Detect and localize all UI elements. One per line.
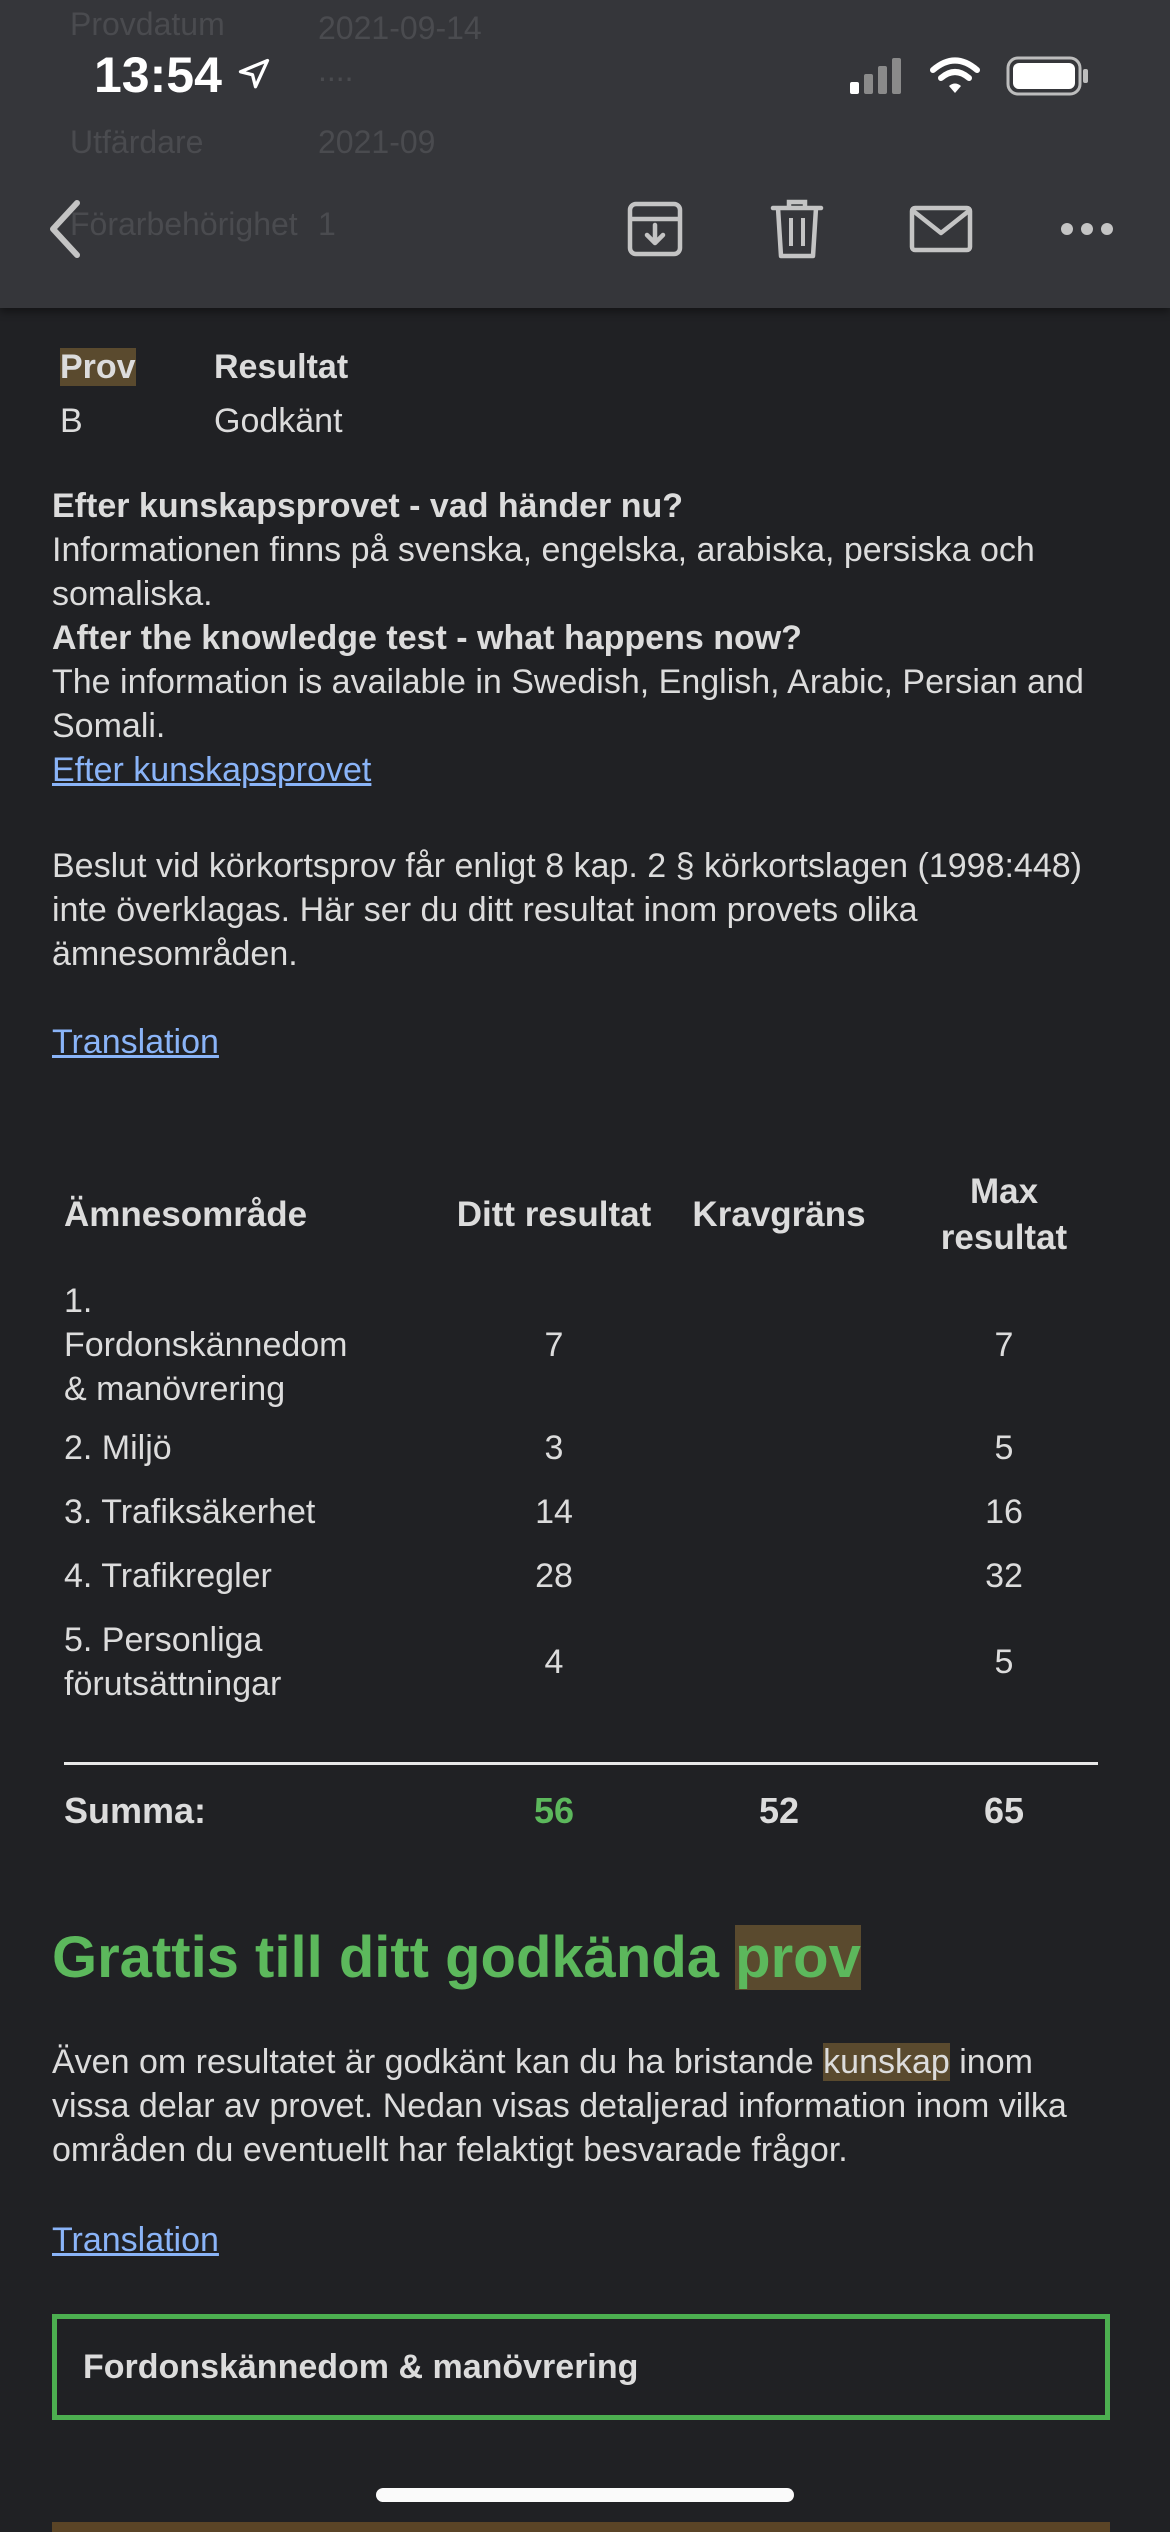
max-cell: 16 <box>985 1493 1023 1531</box>
efter-kunskapsprovet-link[interactable]: Efter kunskapsprovet <box>52 751 372 789</box>
home-indicator[interactable] <box>376 2488 794 2502</box>
prov-value: B <box>60 402 83 440</box>
archive-icon <box>625 199 685 264</box>
next-section-edge <box>52 2522 1110 2532</box>
table-row <box>64 1544 1104 1608</box>
col-header-yours: Ditt resultat <box>456 1195 652 1234</box>
info-section <box>52 484 1112 792</box>
archive-button[interactable] <box>620 196 690 266</box>
trash-icon <box>769 198 825 265</box>
feedback-text-end: inom vissa delar av provet. Nedan visas detaljerad information inom vilka områden du eventuellt har felaktigt besvarade frågor. <box>52 2043 1067 2169</box>
yours-cell: 4 <box>544 1643 564 1681</box>
sum-yours: 56 <box>533 1790 575 1831</box>
info-text-sv: Informationen finns på svenska, engelska, arabiska, persiska och somaliska. <box>52 531 1035 613</box>
table-row <box>64 1270 1104 1416</box>
table-row <box>64 1608 1104 1716</box>
prov-table-row <box>60 394 514 448</box>
ghost-text: Utfärdare <box>70 124 204 160</box>
congrats-text: Grattis till ditt godkända <box>52 1925 736 1990</box>
area-cell: 1. Fordonskännedom & manövrering <box>64 1282 348 1408</box>
area-cell: 3. Trafiksäkerhet <box>64 1493 316 1531</box>
translation-link[interactable]: Translation <box>52 2221 219 2259</box>
ghost-text: 2021-09 <box>318 124 436 160</box>
max-cell: 5 <box>994 1429 1014 1467</box>
resultat-header: Resultat <box>214 348 349 386</box>
mail-icon <box>909 205 973 258</box>
prov-header: Prov <box>60 348 136 386</box>
info-text-en: The information is available in Swedish, English, Arabic, Persian and Somali. <box>52 663 1084 745</box>
area-cell: 5. Personliga förutsättningar <box>64 1621 282 1703</box>
col-header-limit: Kravgräns <box>692 1195 866 1234</box>
wifi-icon <box>930 57 980 100</box>
sum-row <box>64 1765 1104 1857</box>
max-cell: 5 <box>994 1643 1014 1681</box>
location-arrow-icon <box>236 46 272 104</box>
area-cell: 2. Miljö <box>64 1429 172 1467</box>
max-cell: 7 <box>994 1326 1014 1364</box>
sum-max: 65 <box>983 1790 1025 1831</box>
col-header-max: Max resultat <box>940 1172 1068 1257</box>
max-cell: 32 <box>985 1557 1023 1595</box>
back-chevron-icon <box>43 197 87 266</box>
results-header-row <box>64 1160 1104 1270</box>
resultat-value: Godkänt <box>214 402 343 440</box>
feedback-text-start: Även om resultatet är godkänt kan du ha bristande <box>52 2043 824 2081</box>
yours-cell: 28 <box>535 1557 573 1595</box>
ghost-text: .... <box>318 52 354 88</box>
status-icons <box>848 56 1090 101</box>
prov-table-header <box>60 340 514 394</box>
top-bar <box>0 0 1170 308</box>
status-time <box>94 46 272 104</box>
battery-icon <box>1006 56 1090 101</box>
congrats-heading <box>52 1922 861 1994</box>
category-title: Fordonskännedom & manövrering <box>83 2348 639 2386</box>
back-button[interactable] <box>30 196 100 266</box>
decision-text: Beslut vid körkortsprov får enligt 8 kap. 2 § körkortslagen (1998:448) inte överklagas. Här ser du ditt resultat inom provets olika ämnesområden. <box>52 847 1082 973</box>
info-heading-sv: Efter kunskapsprovet - vad händer nu? <box>52 487 684 525</box>
feedback-text <box>52 2040 1112 2172</box>
ghost-text: Provdatum <box>70 6 225 42</box>
prov-table <box>60 340 514 448</box>
results-table <box>64 1160 1104 1857</box>
yours-cell: 3 <box>544 1429 564 1467</box>
category-box <box>52 2314 1110 2420</box>
info-heading-en: After the knowledge test - what happens now? <box>52 619 802 657</box>
ghost-text: Förarbehörighet <box>70 206 298 242</box>
mail-button[interactable] <box>906 196 976 266</box>
signal-icon <box>848 58 904 99</box>
congrats-highlight: prov <box>735 1925 861 1990</box>
translation-link[interactable]: Translation <box>52 1023 219 1061</box>
table-row <box>64 1480 1104 1544</box>
more-button[interactable] <box>1052 196 1122 266</box>
yours-cell: 14 <box>535 1493 573 1531</box>
clock: 13:54 <box>94 47 222 103</box>
feedback-highlight: kunskap <box>823 2043 950 2081</box>
col-header-area: Ämnesområde <box>64 1195 308 1234</box>
sum-limit: 52 <box>758 1790 800 1831</box>
yours-cell: 7 <box>544 1326 564 1364</box>
ghost-text: 1 <box>318 206 336 242</box>
more-icon <box>1059 221 1115 242</box>
ghost-text: 2021-09-14 <box>318 10 482 46</box>
mail-toolbar <box>0 180 1170 280</box>
table-row <box>64 1416 1104 1480</box>
delete-button[interactable] <box>762 196 832 266</box>
sum-label: Summa: <box>64 1790 207 1831</box>
area-cell: 4. Trafikregler <box>64 1557 272 1595</box>
